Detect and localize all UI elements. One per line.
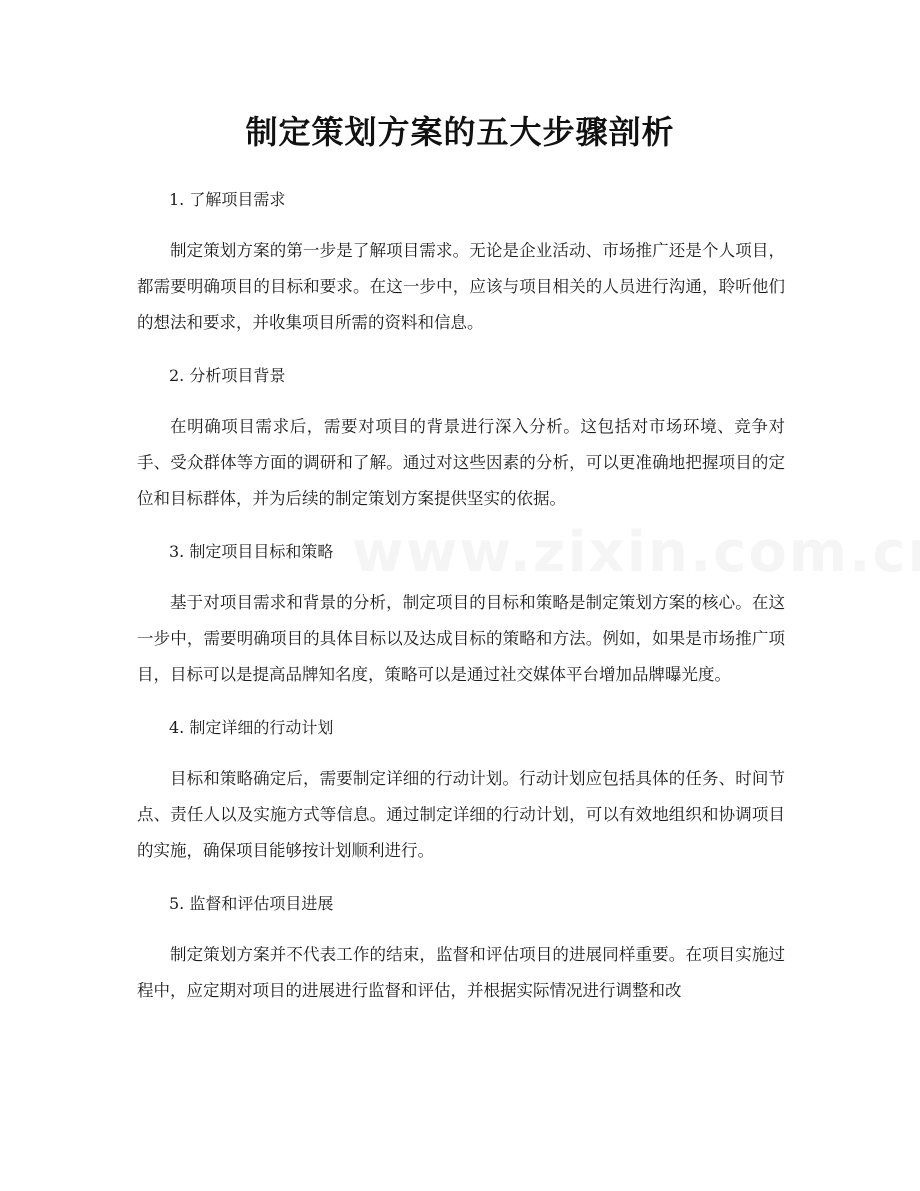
section-heading: 3. 制定项目目标和策略 [169,542,334,561]
section-5 [137,887,785,1009]
section-1 [137,183,785,341]
section-paragraph: 目标和策略确定后，需要制定详细的行动计划。行动计划应包括具体的任务、时间节点、责任人以及实施方式等信息。通过制定详细的行动计划，可以有效地组织和协调项目的实施，确保项目能够按计划顺利进行。 [137,769,785,860]
section-2 [137,359,785,517]
section-paragraph: 制定策划方案并不代表工作的结束，监督和评估项目的进展同样重要。在项目实施过程中，应定期对项目的进展进行监督和评估，并根据实际情况进行调整和改 [137,945,785,1000]
section-heading: 4. 制定详细的行动计划 [169,718,334,737]
section-4 [137,711,785,869]
section-heading: 1. 了解项目需求 [169,190,286,209]
section-3 [137,535,785,693]
page-title: 制定策划方案的五大步骤剖析 [245,113,675,151]
section-paragraph: 在明确项目需求后，需要对项目的背景进行深入分析。这包括对市场环境、竞争对手、受众群体等方面的调研和了解。通过对这些因素的分析，可以更准确地把握项目的定位和目标群体，并为后续的制定策划方案提供坚实的依据。 [137,417,785,508]
section-paragraph: 制定策划方案的第一步是了解项目需求。无论是企业活动、市场推广还是个人项目，都需要明确项目的目标和要求。在这一步中，应该与项目相关的人员进行沟通，聆听他们的想法和要求，并收集项目所需的资料和信息。 [137,241,785,332]
section-heading: 2. 分析项目背景 [169,366,286,385]
section-heading: 5. 监督和评估项目进展 [169,894,334,913]
document-body [137,183,785,1027]
section-paragraph: 基于对项目需求和背景的分析，制定项目的目标和策略是制定策划方案的核心。在这一步中，需要明确项目的具体目标以及达成目标的策略和方法。例如，如果是市场推广项目，目标可以是提高品牌知名度，策略可以是通过社交媒体平台增加品牌曝光度。 [137,593,785,684]
